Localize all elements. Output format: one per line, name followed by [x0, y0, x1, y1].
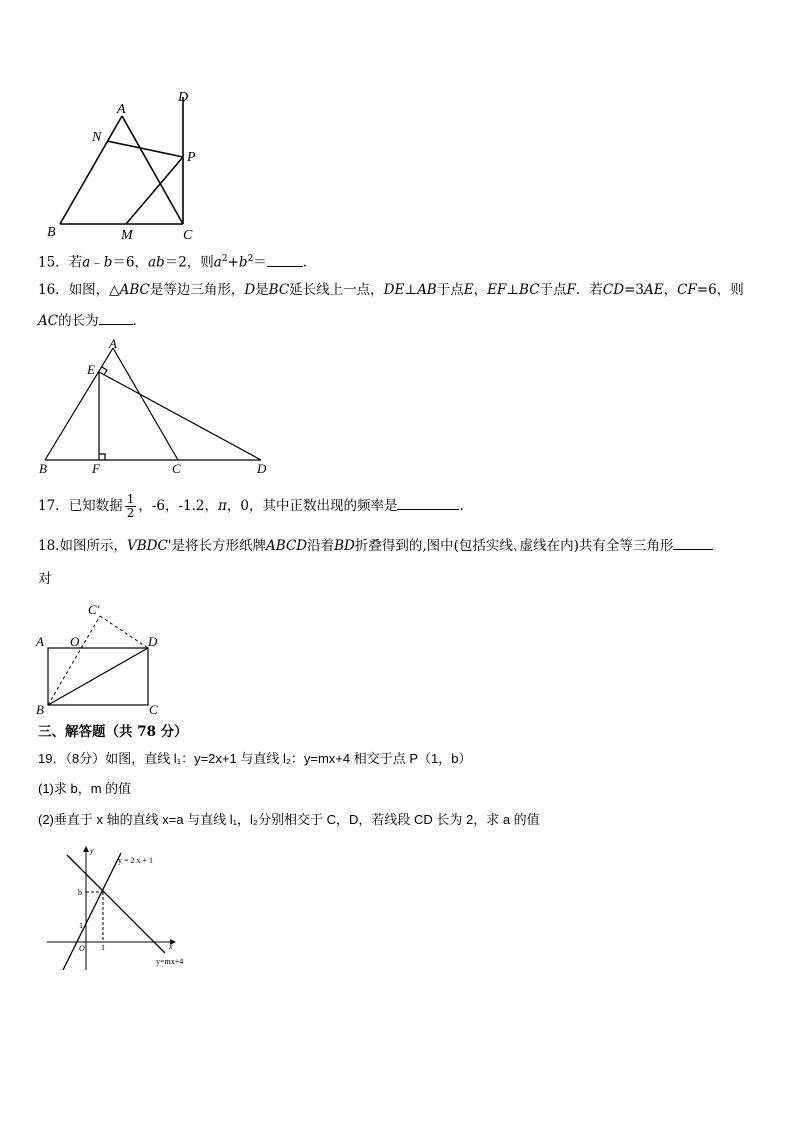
label-o: O: [70, 634, 80, 649]
question-19-line-1: 19．（8分）如图，直线 l₁：y=2x+1 与直线 l₂：y=mx+4 相交于点 P（1，b）: [38, 751, 472, 766]
q16-text-6: 于点: [539, 282, 567, 298]
q16-cd: CD: [602, 282, 625, 298]
q16-text-9: 的长为: [58, 313, 99, 329]
label-origin: O: [79, 944, 85, 953]
label-b-3: B: [36, 702, 44, 717]
q15-var-b2: b: [238, 254, 248, 271]
question-19-line-2: (1)求 b，m 的值: [38, 781, 132, 796]
q16-text-4: 延长线上一点，: [289, 282, 384, 298]
label-b-tick: b: [78, 888, 82, 897]
question-17: [38, 488, 464, 524]
q15-exp2: 2: [247, 254, 254, 264]
q18-text-3: 沿着: [307, 538, 335, 554]
label-y-tick-1: 1: [79, 921, 83, 930]
q16-ab: AB: [417, 282, 437, 298]
label-a-2: A: [109, 336, 117, 351]
label-p: P: [187, 150, 196, 165]
q16-text-5: 于点: [436, 282, 464, 298]
q15-var-a: a: [82, 254, 91, 271]
q15-var-ab: ab: [148, 254, 165, 271]
q15-period: .: [302, 254, 308, 271]
q15-var-a2: a: [213, 254, 222, 271]
q18-number: 18.: [38, 538, 60, 554]
question-18-line-1: [38, 537, 713, 555]
q17-period: .: [459, 498, 464, 514]
q16-text-7: ．若: [575, 282, 603, 298]
label-f: F: [92, 461, 100, 476]
label-c: C: [183, 228, 193, 243]
q17-fraction: [125, 493, 137, 520]
q18-text-2: 是将长方形纸牌: [171, 538, 267, 554]
q15-number: 15．: [38, 254, 69, 271]
label-d-2: D: [257, 461, 267, 476]
question-18-line-2: [38, 570, 52, 588]
q16-ae: AE: [643, 282, 664, 298]
q18-text-1: 如图所示，: [59, 538, 127, 554]
label-b-2: B: [39, 461, 47, 476]
q16-perp-2: ⊥: [506, 282, 520, 298]
q15-eq1: ＝6，: [112, 254, 148, 271]
q15-text: 若: [68, 254, 83, 271]
q17-answer-blank[interactable]: [397, 497, 459, 510]
q16-e: E: [463, 282, 474, 298]
label-x-axis: x: [169, 942, 173, 951]
label-line-l2: y=mx+4: [156, 957, 184, 966]
q16-number: 16．: [38, 282, 69, 298]
q15-minus: ﹣: [90, 254, 104, 271]
label-c-2: C: [172, 461, 181, 476]
q16-eq3: =3: [624, 282, 644, 298]
q16-f: F: [566, 282, 576, 298]
q16-cf: CF: [677, 282, 697, 298]
q17-pi: π: [218, 498, 227, 514]
q16-bc-2: BC: [519, 282, 540, 298]
q16-d: D: [244, 282, 256, 298]
q15-answer-blank[interactable]: [267, 254, 303, 267]
section-title: 三、解答题（共 78 分）: [38, 724, 188, 740]
question-16-line-2: [38, 312, 146, 330]
label-n: N: [92, 130, 102, 145]
q16-de: DE: [383, 282, 405, 298]
q15-equals: ＝: [253, 254, 267, 271]
label-y-axis: y: [90, 846, 94, 855]
q18-text-4: 折叠得到的,图中(包括实线､虚线在内)共有全等三角形: [354, 538, 674, 554]
q16-ef: EF: [487, 282, 507, 298]
label-d-3: D: [148, 634, 158, 649]
label-x-tick-1: 1: [101, 943, 105, 952]
q17-text-1: 已知数据: [68, 498, 123, 514]
q16-ac: AC: [38, 313, 59, 329]
q16-abc: ABC: [119, 282, 150, 298]
q18-text-5: 对: [38, 571, 52, 587]
q16-perp-1: ⊥: [404, 282, 418, 298]
q17-text-3: ，0，其中正数出现的频率是: [226, 498, 398, 514]
q18-answer-blank[interactable]: [673, 537, 713, 550]
q16-comma-2: ，: [663, 282, 678, 298]
question-16-line-1: [38, 281, 744, 299]
figure-folded-rectangle: [32, 600, 172, 720]
q15-plus: +: [227, 254, 239, 271]
q16-comma: ，: [473, 282, 488, 298]
q16-text-8: =6，则: [696, 282, 744, 298]
label-line-l1: y = 2 x + 1: [118, 856, 154, 865]
q15-eq2: ＝2，则: [164, 254, 214, 271]
question-19-line-3: (2)垂直于 x 轴的直线 x=a 与直线 l₁，l₂分别相交于 C，D，若线段 CD 长为 2，求 a 的值: [38, 812, 540, 827]
label-c-3: C: [149, 702, 158, 717]
q17-text-2: ，-6，-1.2，: [138, 498, 219, 514]
label-d: D: [178, 90, 189, 105]
q15-exp1: 2: [221, 254, 228, 264]
q18-abcd: ABCD: [266, 538, 308, 554]
q18-bd: BD: [334, 538, 355, 554]
label-m: M: [121, 228, 133, 243]
q17-frac-den: 2: [126, 506, 135, 520]
q17-number: 17．: [38, 498, 69, 514]
q16-period: ．: [132, 313, 147, 329]
label-c-prime: C′: [88, 602, 100, 617]
q16-text-1: 如图，△: [68, 282, 120, 298]
figure-triangle-def: [35, 336, 275, 476]
label-e: E: [87, 362, 95, 377]
label-b: B: [47, 225, 56, 240]
label-a: A: [117, 102, 126, 117]
q15-var-b: b: [103, 254, 113, 271]
q16-bc: BC: [268, 282, 290, 298]
q17-frac-num: 1: [126, 492, 135, 506]
q18-triangle: VBDC': [126, 538, 172, 554]
q16-answer-blank[interactable]: [99, 312, 133, 325]
label-a-3: A: [36, 634, 44, 649]
q16-text-3: 是: [255, 282, 269, 298]
q16-text-2: 是等边三角形，: [149, 282, 245, 298]
figure-coordinate-lines: [45, 843, 205, 973]
question-15: [38, 250, 307, 272]
figure-triangle-abc-npm: [40, 85, 210, 245]
